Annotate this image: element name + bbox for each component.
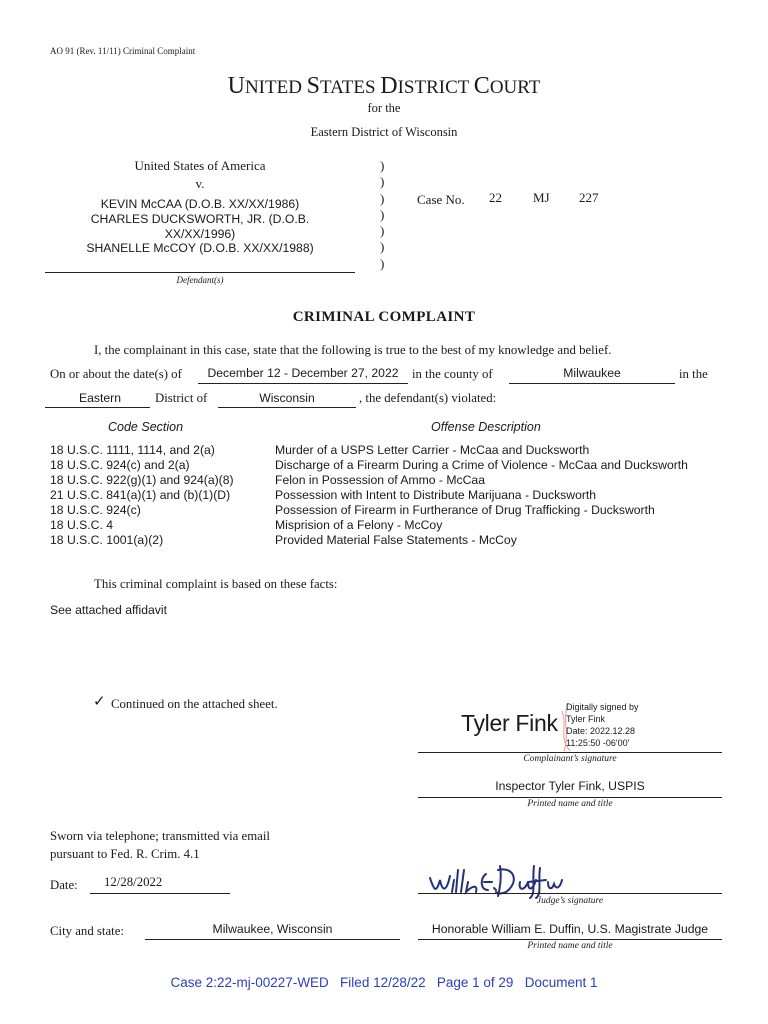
caption-parens	[380, 158, 384, 272]
court-title-initial-3: D	[380, 73, 398, 99]
for-the: for the	[367, 101, 401, 115]
case-no-label: Case No.	[417, 192, 465, 207]
checkbox-checked-icon[interactable]: ✓	[93, 692, 106, 710]
district-of-label: District of	[155, 391, 208, 405]
complaint-title: CRIMINAL COMPLAINT	[292, 309, 476, 325]
sworn-line: pursuant to Fed. R. Crim. 4.1	[50, 847, 200, 861]
offense-code: 18 U.S.C. 1001(a)(2)	[50, 533, 164, 547]
complainant-sig-rule	[418, 752, 722, 753]
court-title-initial-2: S	[306, 73, 321, 99]
printed-name-label: Printed name and title	[527, 799, 613, 809]
offense-desc: Discharge of a Firearm During a Crime of Violence - McCaa and Ducksworth	[275, 458, 688, 472]
digital-line: Tyler Fink	[566, 714, 606, 724]
violated-label: , the defendant(s) violated:	[359, 391, 497, 405]
digital-line: 11:25:50 -06'00'	[566, 738, 630, 748]
offense-desc: Murder of a USPS Letter Carrier - McCaa and Ducksworth	[275, 443, 590, 457]
facts-text: See attached affidavit	[50, 603, 167, 617]
based-on-label: This criminal complaint is based on these facts:	[94, 577, 338, 591]
court-title-rest-2: TATES	[320, 77, 381, 98]
offense-code: 18 U.S.C. 924(c) and 2(a)	[50, 458, 190, 472]
judge-sig-rule	[418, 893, 722, 894]
digital-line: Digitally signed by	[566, 702, 639, 712]
digital-line: Date: 2022.12.28	[566, 726, 636, 736]
defendants-label: Defendant(s)	[176, 275, 224, 285]
city-state-label: City and state:	[50, 924, 124, 938]
digital-signature-details	[566, 701, 639, 749]
defendant-line: CHARLES DUCKSWORTH, JR. (D.O.B.	[90, 211, 310, 226]
judge-printed-name: Honorable William E. Duffin, U.S. Magistrate Judge	[431, 922, 709, 936]
offense-desc: Misprision of a Felony - McCoy	[275, 518, 443, 532]
state-field: Wisconsin	[259, 391, 315, 405]
case-no-year: 22	[489, 190, 502, 205]
court-title-rest-3: ISTRICT	[397, 77, 474, 98]
district-field: Eastern	[78, 391, 121, 405]
district-rule	[45, 407, 150, 408]
case-filing-stamp: Case 2:22-mj-00227-WED Filed 12/28/22 Page 1 of 29 Document 1	[170, 975, 598, 990]
court-title	[0, 73, 768, 100]
code-section-header: Code Section	[108, 420, 184, 434]
judge-sig-label: Judge’s signature	[536, 896, 604, 906]
paren: )	[380, 206, 385, 222]
defendant-line: KEVIN McCAA (D.O.B. XX/XX/1986)	[100, 197, 300, 211]
defendants-block	[45, 197, 355, 256]
paren: )	[380, 223, 385, 239]
paren: )	[380, 158, 385, 173]
complainant-printed-name: Inspector Tyler Fink, USPIS	[495, 779, 645, 793]
complainant-digital-signature: Tyler Fink	[461, 710, 558, 736]
court-title-rest-1: NITED	[244, 77, 307, 98]
offense-desc: Felon in Possession of Ammo - McCaa	[275, 473, 485, 487]
date-label: Date:	[50, 878, 78, 892]
form-id: AO 91 (Rev. 11/11) Criminal Complaint	[50, 46, 196, 56]
offense-code: 21 U.S.C. 841(a)(1) and (b)(1)(D)	[50, 488, 231, 502]
sworn-line: Sworn via telephone; transmitted via email	[50, 829, 270, 843]
intro-statement: I, the complainant in this case, state that the following is true to the best of my knowledge and belief.	[94, 343, 612, 357]
offense-code: 18 U.S.C. 924(c)	[50, 503, 141, 517]
state-rule	[218, 407, 356, 408]
paren: )	[380, 190, 385, 206]
paren: )	[380, 239, 385, 255]
in-county-label: in the county of	[412, 367, 493, 381]
sworn-statement	[50, 827, 270, 863]
paren: )	[380, 174, 385, 190]
dates-field: December 12 - December 27, 2022	[207, 366, 399, 380]
offense-desc: Provided Material False Statements - McCoy	[275, 533, 517, 547]
court-title-initial-1: U	[227, 73, 245, 99]
date-rule	[90, 893, 230, 894]
in-the-label: in the	[679, 367, 708, 381]
case-no-type: MJ	[533, 190, 550, 205]
city-state-value: Milwaukee, Wisconsin	[212, 922, 333, 936]
continued-label: Continued on the attached sheet.	[111, 697, 278, 711]
date-value: 12/28/2022	[104, 875, 163, 889]
county-rule	[509, 383, 675, 384]
offense-code: 18 U.S.C. 4	[50, 518, 113, 532]
county-field: Milwaukee	[563, 366, 621, 380]
offense-code: 18 U.S.C. 1111, 1114, and 2(a)	[50, 443, 215, 457]
complainant-sig-label: Complainant’s signature	[523, 754, 617, 764]
district-name: Eastern District of Wisconsin	[310, 125, 458, 139]
offense-desc: Possession with Intent to Distribute Marijuana - Ducksworth	[275, 488, 597, 502]
dates-rule	[198, 383, 408, 384]
offense-description-header: Offense Description	[431, 420, 541, 434]
defendants-rule	[45, 272, 355, 273]
defendant-line: XX/XX/1996)	[164, 226, 236, 241]
court-title-initial-4: C	[473, 73, 490, 99]
offense-code: 18 U.S.C. 922(g)(1) and 924(a)(8)	[50, 473, 234, 487]
judge-printed-rule	[418, 939, 722, 940]
city-state-rule	[145, 939, 400, 940]
versus: v.	[195, 176, 205, 191]
judge-handwritten-signature	[428, 860, 568, 900]
defendant-line: SHANELLE McCOY (D.O.B. XX/XX/1988)	[86, 241, 314, 256]
printed-name-rule	[418, 797, 722, 798]
case-no-number: 227	[579, 190, 599, 205]
plaintiff: United States of America	[134, 158, 266, 173]
on-or-about-label: On or about the date(s) of	[50, 367, 182, 381]
offense-desc: Possession of Firearm in Furtherance of Drug Trafficking - Ducksworth	[275, 503, 655, 517]
judge-printed-label: Printed name and title	[527, 941, 613, 951]
paren: )	[380, 255, 385, 271]
court-title-rest-4: OURT	[489, 77, 541, 98]
